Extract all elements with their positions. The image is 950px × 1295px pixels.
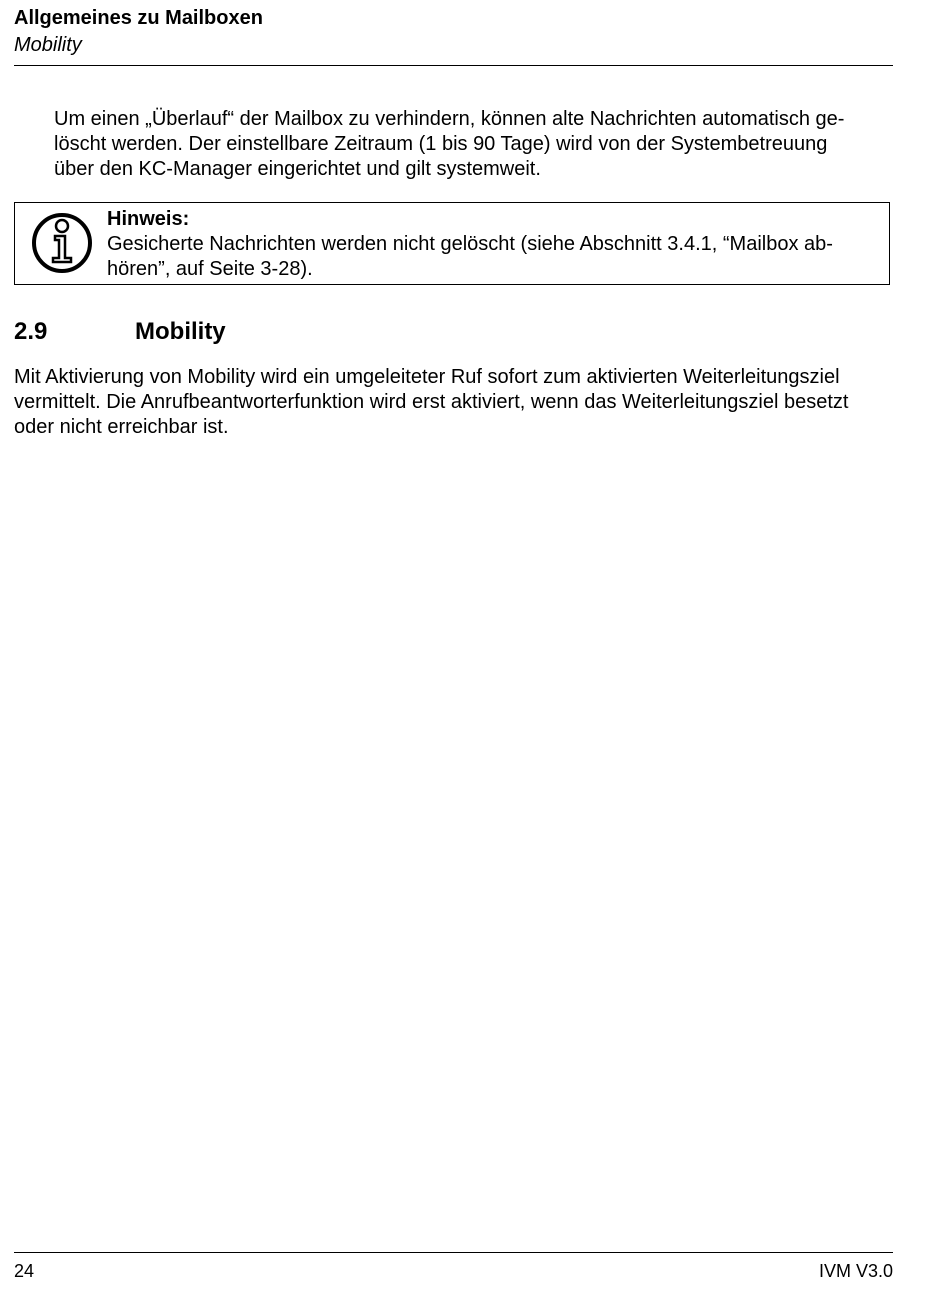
note-text xyxy=(107,232,887,282)
body-line: Mit Aktivierung von Mobility wird ein umgeleiteter Ruf sofort zum aktivierten Weiterleitungsziel xyxy=(14,366,840,388)
section-paragraph xyxy=(14,365,894,440)
running-header-title: Allgemeines zu Mailboxen xyxy=(14,7,263,29)
footer-divider xyxy=(14,1252,893,1253)
body-line: oder nicht erreichbar ist. xyxy=(14,416,229,438)
document-version: IVM V3.0 xyxy=(818,1261,893,1281)
intro-line: Um einen „Überlauf“ der Mailbox zu verhindern, können alte Nachrichten automatisch ge- xyxy=(54,108,845,130)
body-line: vermittelt. Die Anrufbeantworterfunktion wird erst aktiviert, wenn das Weiterleitungsziel besetzt xyxy=(14,391,849,413)
info-icon xyxy=(31,212,93,274)
section-title: Mobility xyxy=(135,318,226,345)
header-divider xyxy=(14,65,893,66)
note-line: Gesicherte Nachrichten werden nicht gelöscht (siehe Abschnitt 3.4.1, “Mailbox ab- xyxy=(107,233,833,255)
note-line: hören”, auf Seite 3-28). xyxy=(107,258,313,280)
intro-line: über den KC-Manager eingerichtet und gilt systemweit. xyxy=(54,158,541,180)
section-number: 2.9 xyxy=(14,318,48,345)
page-number: 24 xyxy=(14,1261,35,1281)
running-header-subtitle: Mobility xyxy=(14,34,82,56)
intro-paragraph xyxy=(54,107,894,182)
intro-line: löscht werden. Der einstellbare Zeitraum (1 bis 90 Tage) wird von der Systembetreuung xyxy=(54,133,828,155)
note-heading: Hinweis: xyxy=(107,208,190,230)
note-box xyxy=(14,202,890,285)
